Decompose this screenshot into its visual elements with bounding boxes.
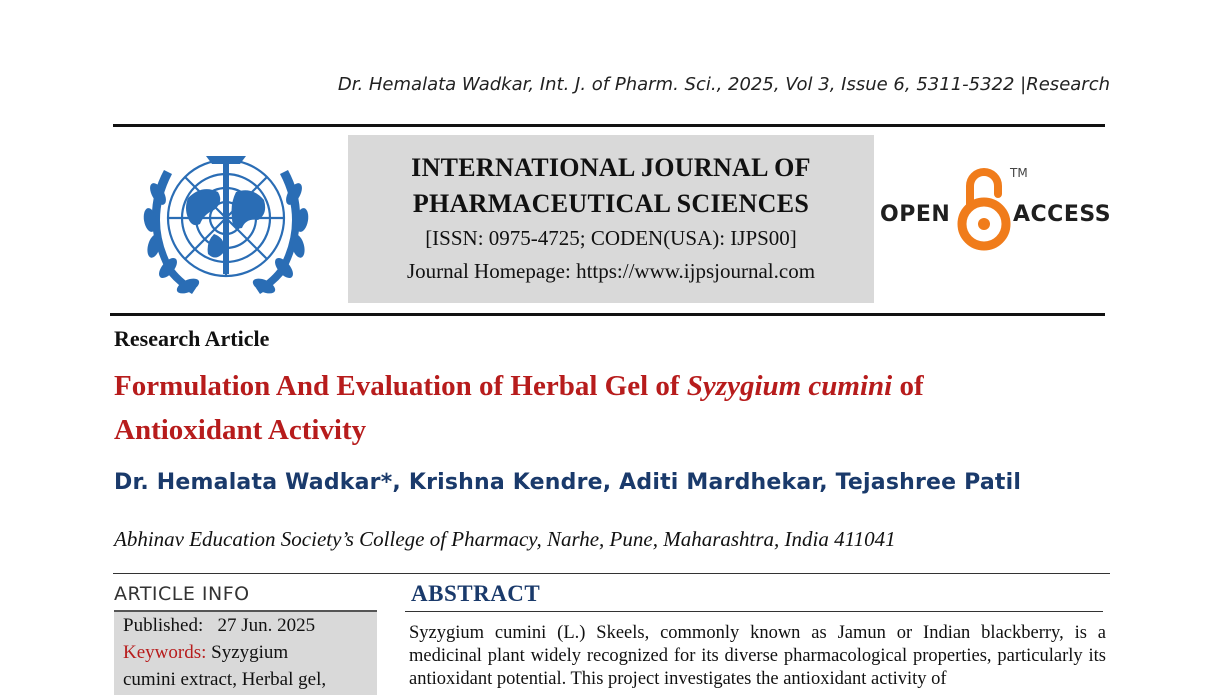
keywords-text-1: Syzygium [206,642,289,663]
abstract-rule [405,611,1103,612]
header-rule-bottom [110,313,1105,316]
un-emblem-icon [128,140,324,306]
trademark-mark: TM [1010,166,1028,180]
article-title-part2: of Antioxidant Activity [114,370,924,446]
article-title-part1: Formulation And Evaluation of Herbal Gel of [114,370,687,402]
keywords-text-2: cumini extract, Herbal gel, [123,669,327,690]
article-type: Research Article [114,326,270,351]
running-head: Dr. Hemalata Wadkar, Int. J. of Pharm. Sci., 2025, Vol 3, Issue 6, 5311-5322 |Research [337,74,1110,95]
article-info-heading: ARTICLE INFO [114,583,250,605]
published-line [114,612,377,639]
published-date: 27 Jun. 2025 [217,615,316,636]
author-affiliation: Abhinav Education Society’s College of Pharmacy, Narhe, Pune, Maharashtra, India 411041 [114,527,896,551]
section-divider [113,573,1110,574]
journal-title-line-2: PHARMACEUTICAL SCIENCES [412,189,810,218]
abstract-text: Syzygium cumini (L.) Skeels, commonly known as Jamun or Indian blackberry, is a medicinal plant widely recognized for its diverse pharmacological properties, particularly its antioxidant potential. This project investigates the antioxidant activity of [409,623,1106,689]
open-access-open-text: OPEN [880,202,951,227]
published-label: Published: [123,615,204,636]
header-rule-top [113,124,1105,127]
journal-homepage[interactable]: Journal Homepage: https://www.ijpsjournal.com [406,259,816,283]
open-lock-icon [956,166,1012,252]
keywords-line-2 [114,666,377,693]
journal-title-line-1: INTERNATIONAL JOURNAL OF [411,153,811,182]
journal-masthead [348,135,874,303]
abstract-heading: ABSTRACT [411,581,541,606]
open-access-access-text: ACCESS [1013,202,1112,227]
open-access-logo [880,166,1112,252]
keywords-line [114,639,377,666]
article-title-species: Syzygium cumini [686,370,893,402]
article-title [114,364,1074,452]
journal-issn: [ISSN: 0975-4725; CODEN(USA): IJPS00] [425,226,797,250]
author-list: Dr. Hemalata Wadkar*, Krishna Kendre, Aditi Mardhekar, Tejashree Patil [114,470,1022,495]
keywords-label: Keywords: [123,642,207,663]
article-info-box [114,612,377,695]
